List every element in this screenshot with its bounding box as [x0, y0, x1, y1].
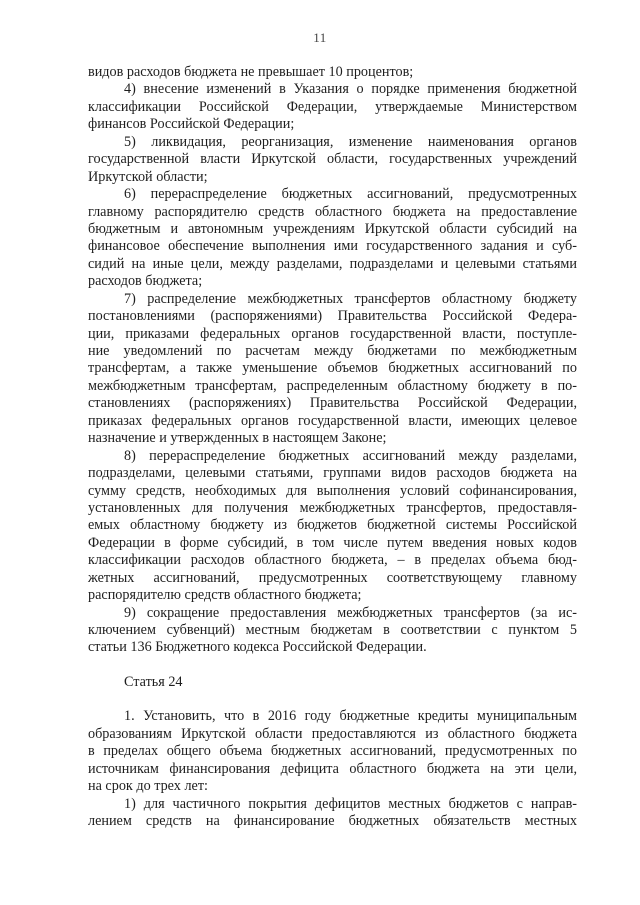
text-line: образованиям Иркутской области предоставляются из областного бюджета	[88, 725, 577, 742]
text-line: подразделами, целевыми статьями, группами видов расходов бюджета на	[88, 465, 577, 482]
text-line: финансовое обеспечение выполнения ими государственного задания и суб-	[88, 238, 577, 255]
text-line: становлениях (распоряжениях) Правительства Российской Федерации,	[88, 395, 577, 412]
page-number: 11	[313, 30, 327, 45]
text-line: постановлениями (распоряжениями) Правительства Российской Федера-	[88, 308, 577, 325]
text-line: лением средств на финансирование бюджетных обязательств местных	[88, 812, 577, 829]
text-line: назначение и утвержденных в настоящем Законе;	[88, 430, 387, 447]
text-line: в пределах общего объема бюджетных ассигнований, предусмотренных по	[88, 743, 577, 760]
text-line: ключением субвенций) местным бюджетам в соответствии с пунктом 5	[88, 622, 577, 638]
text-line: 1. Установить, что в 2016 году бюджетные кредиты муниципальным	[124, 708, 577, 725]
text-line: 6) перераспределение бюджетных ассигнований, предусмотренных	[124, 186, 577, 203]
text-line: емых областному бюджету из бюджетов бюджетной системы Российской	[88, 517, 577, 534]
text-line: Федерации в форме субсидий, в том числе путем введения новых кодов	[88, 534, 577, 551]
article-23-continuation	[88, 64, 577, 657]
text-line: 9) сокращение предоставления межбюджетных трансфертов (за ис-	[124, 604, 577, 621]
text-line: 4) внесение изменений в Указания о порядке применения бюджетной	[124, 81, 577, 98]
text-line: ции, приказами федеральных органов государственной власти, поступле-	[88, 325, 577, 342]
article-heading: Статья 24	[124, 673, 183, 690]
article-24-body	[88, 708, 577, 830]
spacer	[88, 691, 577, 708]
text-line: классификации расходов областного бюджета, – в пределах объема бюд-	[88, 552, 577, 569]
text-line: на срок до трех лет:	[88, 778, 208, 795]
text-line: расходов бюджета;	[88, 273, 203, 290]
text-line: жетных ассигнований, предусмотренных соответствующему главному	[88, 569, 577, 586]
text-line: видов расходов бюджета не превышает 10 процентов;	[88, 64, 414, 80]
text-line: трансфертам, а также уменьшение объемов бюджетных ассигнований по	[88, 360, 577, 377]
document-body	[88, 64, 577, 830]
text-line: классификации Российской Федерации, утверждаемые Министерством	[88, 98, 577, 115]
text-line: 5) ликвидация, реорганизация, изменение наименования органов	[124, 133, 577, 150]
text-line: приказах федеральных органов государственной власти, имеющих целевое	[88, 412, 577, 429]
text-line: бюджетным и автономным учреждениям Иркутской области субсидий на	[88, 220, 577, 237]
text-line: сумму средств, необходимых для выполнения условий софинансирования,	[88, 482, 577, 499]
text-line: межбюджетным трансфертам, распределенным областному бюджету в по-	[88, 377, 577, 394]
text-line: установленных для получения межбюджетных трансфертов, предоставля-	[88, 499, 577, 516]
text-line: финансов Российской Федерации;	[88, 116, 295, 133]
text-line: статьи 136 Бюджетного кодекса Российской Федерации.	[88, 639, 427, 656]
text-line: ние уведомлений по расчетам между бюджетами по межбюджетным	[88, 343, 577, 359]
text-line: 7) распределение межбюджетных трансфертов областному бюджету	[124, 290, 577, 307]
text-line: распорядителю средств областного бюджета;	[88, 587, 362, 604]
text-line: 1) для частичного покрытия дефицитов местных бюджетов с направ-	[124, 795, 577, 812]
text-line: 8) перераспределение бюджетных ассигнований между разделами,	[124, 447, 577, 464]
text-line: Иркутской области;	[88, 168, 208, 185]
spacer	[88, 657, 577, 674]
text-line: государственной власти Иркутской области, государственных учреждений	[88, 151, 577, 168]
text-line: главному распорядителю средств областного бюджета на предоставление	[88, 203, 577, 220]
text-line: сидий на иные цели, между разделами, подразделами и целевыми статьями	[88, 255, 577, 272]
text-line: источникам финансирования дефицита областного бюджета на эти цели,	[88, 760, 577, 777]
